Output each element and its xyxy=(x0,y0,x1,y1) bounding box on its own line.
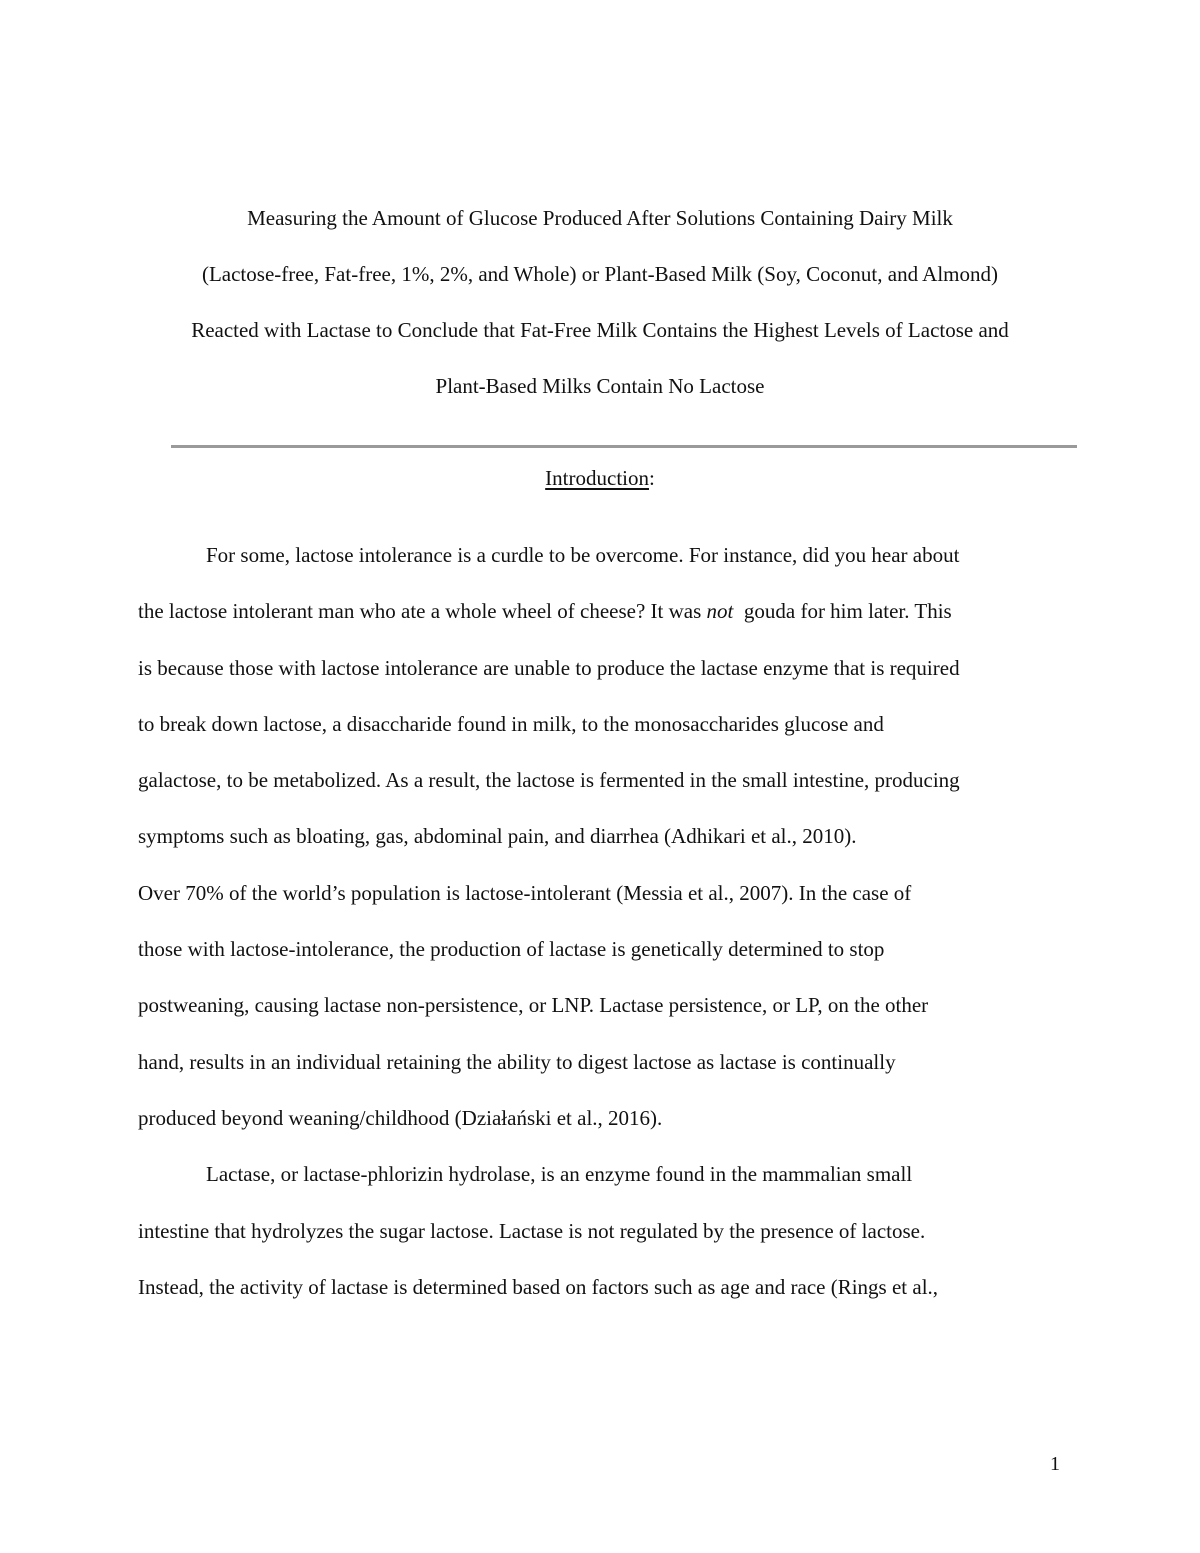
paragraph-line xyxy=(138,583,1068,639)
paragraph-line: is because those with lactose intolerance are unable to produce the lactase enzyme that is required xyxy=(138,655,960,680)
document-title xyxy=(0,190,1200,414)
horizontal-divider xyxy=(171,445,1077,448)
paragraph-line: intestine that hydrolyzes the sugar lactose. Lactase is not regulated by the presence of lactose. xyxy=(138,1218,926,1243)
paragraph-line: produced beyond weaning/childhood (Działański et al., 2016). xyxy=(138,1105,663,1130)
paragraph-line: Instead, the activity of lactase is determined based on factors such as age and race (Rings et al., xyxy=(138,1274,939,1299)
paragraph-line: Lactase, or lactase-phlorizin hydrolase, is an enzyme found in the mammalian small xyxy=(206,1162,913,1187)
title-line: (Lactose-free, Fat-free, 1%, 2%, and Whole) or Plant-Based Milk (Soy, Coconut, and Almond) xyxy=(201,262,999,286)
paragraph-line: those with lactose-intolerance, the production of lactase is genetically determined to stop xyxy=(138,937,885,962)
section-heading-text: Introduction xyxy=(545,466,649,490)
paragraph-line: to break down lactose, a disaccharide found in milk, to the monosaccharides glucose and xyxy=(138,711,884,736)
paragraph-line: galactose, to be metabolized. As a result, the lactose is fermented in the small intestine, producing xyxy=(138,768,960,793)
paragraph-line: postweaning, causing lactase non-persistence, or LNP. Lactase persistence, or LP, on the other xyxy=(138,993,929,1018)
section-heading-colon: : xyxy=(648,466,655,490)
paragraph-line: hand, results in an individual retaining the ability to digest lactose as lactase is continually xyxy=(138,1049,896,1074)
line-text: gouda for him later. This xyxy=(733,599,952,624)
paragraph-line: Over 70% of the world’s population is lactose-intolerant (Messia et al., 2007). In the case of xyxy=(138,880,912,905)
emphasized-text: not xyxy=(706,599,734,624)
body-paragraphs xyxy=(138,527,1068,1315)
title-line: Reacted with Lactase to Conclude that Fat-Free Milk Contains the Highest Levels of Lactose and xyxy=(191,318,1009,342)
title-line: Plant-Based Milks Contain No Lactose xyxy=(435,374,765,398)
title-line: Measuring the Amount of Glucose Produced After Solutions Containing Dairy Milk xyxy=(247,206,953,230)
section-heading xyxy=(0,460,1200,496)
page-number: 1 xyxy=(1050,1453,1060,1475)
line-text: the lactose intolerant man who ate a whole wheel of cheese? It was xyxy=(138,599,707,624)
paragraph-line: symptoms such as bloating, gas, abdominal pain, and diarrhea (Adhikari et al., 2010). xyxy=(138,824,857,849)
paragraph-line: For some, lactose intolerance is a curdle to be overcome. For instance, did you hear about xyxy=(206,543,960,567)
